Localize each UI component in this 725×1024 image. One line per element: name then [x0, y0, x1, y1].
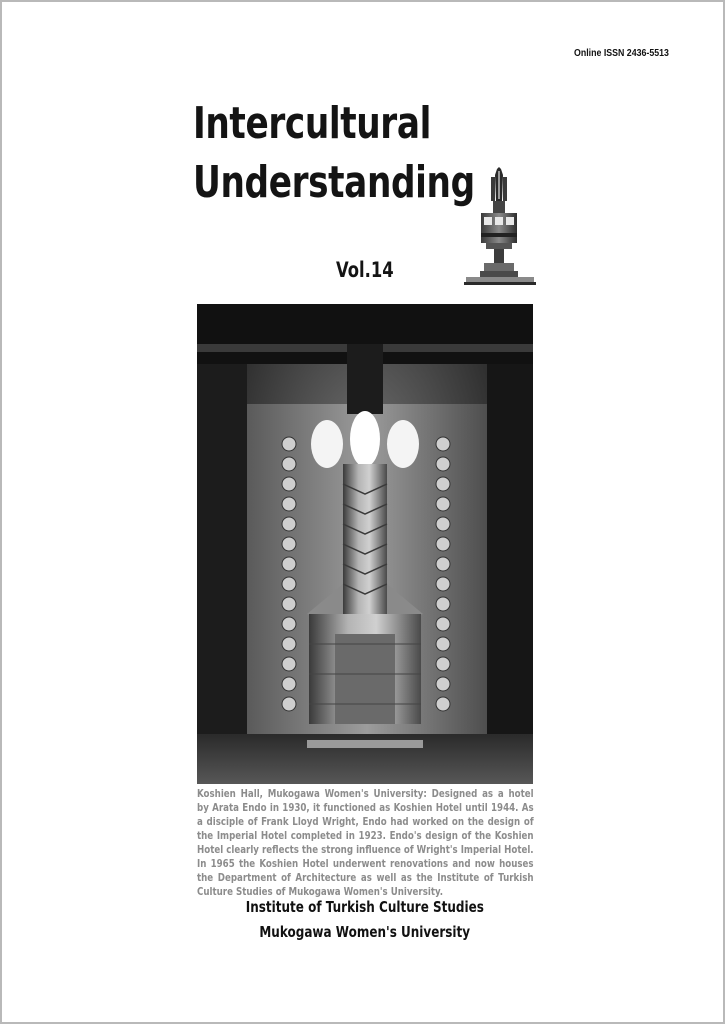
title-line-2: Understanding [193, 157, 475, 208]
publisher-university-text: Mukogawa Women's University [259, 923, 470, 941]
title-line-1: Intercultural [193, 98, 431, 149]
publisher-institute [2, 898, 725, 916]
photo-caption: Koshien Hall, Mukogawa Women's University: Designed as a hotel by Arata Endo in 1930, it functioned as Koshien Hotel until 1944. As a disciple of Frank Lloyd Wright, Endo had worked on the design of the Imperial Hotel completed in 1923. Endo's design of the Koshien Hotel clearly reflects the strong influence of Wright's Imperial Hotel. In 1965 the Koshien Hotel underwent renovations and now houses the Department of Architecture as well as the Institute of Turkish Culture Studies of Mukogawa Women's University. [197, 788, 534, 898]
issn-label: Online ISSN 2436-5513 [574, 48, 669, 59]
journal-title [193, 94, 475, 212]
volume-label: Vol.14 [336, 258, 394, 282]
publisher-university [2, 923, 725, 941]
lantern-tower-icon [464, 167, 536, 285]
building-lantern-photo [197, 304, 533, 784]
publisher-institute-text: Institute of Turkish Culture Studies [245, 898, 484, 916]
